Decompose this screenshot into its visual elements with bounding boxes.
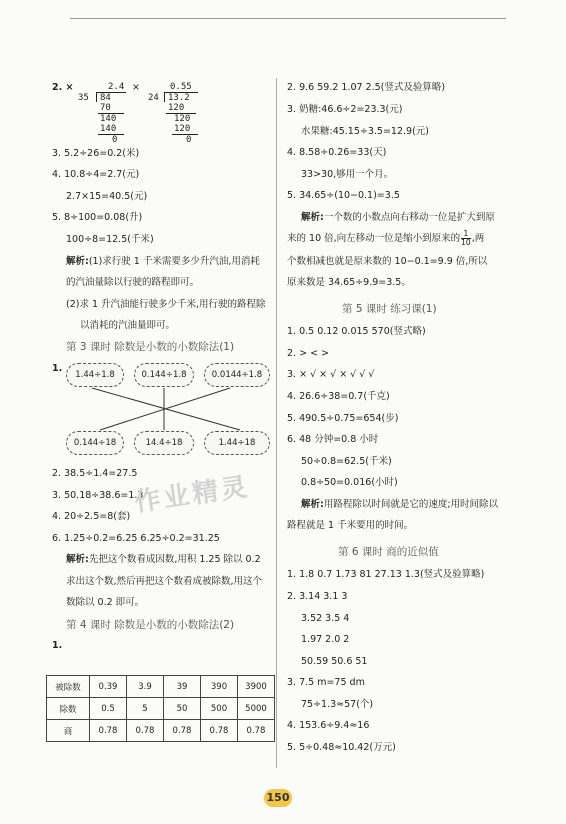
quotient: 0.55 bbox=[170, 82, 192, 92]
answer-line: 4. 8.58÷0.26=33(天) bbox=[287, 147, 387, 158]
answer-line: 100÷8=12.5(千米) bbox=[66, 234, 154, 245]
answer-line: 水果糖:45.15÷3.5=12.9(元) bbox=[301, 126, 429, 137]
column-divider bbox=[276, 78, 277, 768]
answer-line: 5. 5÷0.48≈10.42(万元) bbox=[287, 742, 396, 753]
q1-label: 1. bbox=[52, 363, 63, 374]
section-title-6: 第 6 课时 商的近似值 bbox=[338, 546, 439, 558]
divisor: 24 bbox=[148, 93, 159, 103]
watermark: 作业精灵 bbox=[132, 472, 252, 518]
answer-line: 4. 153.6÷9.4≈16 bbox=[287, 720, 370, 731]
fraction: $\frac{1}{10}$ bbox=[461, 229, 471, 247]
answer-line: 5. 8÷100=0.08(升) bbox=[52, 212, 143, 223]
step: 120 bbox=[174, 124, 191, 134]
q1-label: 1. bbox=[52, 640, 63, 651]
table-row: 除数 0.5 5 50 500 5000 bbox=[47, 698, 275, 720]
section-title-5: 第 5 课时 练习课(1) bbox=[342, 303, 437, 315]
answer-line: 3. 奶糖:46.6÷2=23.3(元) bbox=[287, 104, 403, 115]
dividend: 13.2 bbox=[168, 93, 190, 103]
answer-line: 4. 26.6÷38=0.7(千克) bbox=[287, 391, 390, 402]
answer-line: 1.97 2.0 2 bbox=[301, 634, 350, 645]
section-title-3: 第 3 课时 除数是小数的小数除法(1) bbox=[66, 341, 235, 353]
analysis: 以消耗的汽油量即可。 bbox=[80, 320, 176, 331]
quotient-table bbox=[46, 675, 275, 742]
table-row: 商 0.78 0.78 0.78 0.78 0.78 bbox=[47, 720, 275, 742]
answer-line: 2. 3.14 3.1 3 bbox=[287, 591, 348, 602]
answer-line: 6. 48 分钟=0.8 小时 bbox=[287, 434, 379, 445]
answer-line: 3. 7.5 m=75 dm bbox=[287, 677, 365, 688]
step: 140 bbox=[100, 124, 117, 134]
step: 120 bbox=[174, 114, 191, 124]
step: 140 bbox=[100, 114, 117, 124]
answer-line: 75÷1.3≈57(个) bbox=[301, 699, 374, 710]
expression-oval: 1.44÷1.8 bbox=[66, 363, 124, 387]
quotient: 2.4 bbox=[108, 82, 125, 92]
answer-line: 4. 10.8÷4=2.7(元) bbox=[52, 169, 140, 180]
answer-line: 6. 1.25÷0.2=6.25 6.25÷0.2=31.25 bbox=[52, 533, 220, 544]
analysis: 解析:先把这个数看成因数,用积 1.25 除以 0.2 bbox=[66, 554, 261, 565]
answer-line: 3. 50.18÷38.6=1.3 bbox=[52, 490, 144, 501]
expression-oval: 0.144÷18 bbox=[66, 431, 124, 455]
analysis: 解析:(1)求行驶 1 千米需要多少升汽油,用消耗 bbox=[66, 256, 260, 267]
answer-line: 2. > < > bbox=[287, 348, 330, 359]
expression-oval: 0.0144÷1.8 bbox=[204, 363, 270, 387]
page-number: 150 bbox=[264, 789, 292, 807]
answer-line: 2. 38.5÷1.4=27.5 bbox=[52, 468, 138, 479]
analysis: 个数相减也就是原来数的 10−0.1=9.9 倍,所以 bbox=[287, 256, 488, 267]
q2-cross: × bbox=[132, 82, 140, 93]
divisor: 35 bbox=[78, 93, 89, 103]
answer-line: 50÷0.8=62.5(千米) bbox=[301, 456, 392, 467]
answer-line: 2. 9.6 59.2 1.07 2.5(竖式及验算略) bbox=[287, 82, 446, 93]
answer-line: 1. 1.8 0.7 1.73 81 27.13 1.3(竖式及验算略) bbox=[287, 569, 485, 580]
expression-oval: 1.44÷18 bbox=[204, 431, 270, 455]
answer-line: 33>30,够用一个月。 bbox=[301, 169, 394, 180]
section-title-4: 第 4 课时 除数是小数的小数除法(2) bbox=[66, 619, 235, 631]
answer-line: 1. 0.5 0.12 0.015 570(竖式略) bbox=[287, 326, 426, 337]
answer-line: 5. 490.5÷0.75=654(步) bbox=[287, 413, 399, 424]
answer-line: 3.52 3.5 4 bbox=[301, 613, 350, 624]
analysis: 原来数是 34.65÷9.9=3.5。 bbox=[287, 277, 411, 288]
analysis: 解析:一个数的小数点向右移动一位是扩大到原 bbox=[301, 212, 495, 223]
step: 0 bbox=[112, 135, 118, 145]
answer-line: 3. 5.2÷26=0.2(米) bbox=[52, 148, 140, 159]
analysis: 路程就是 1 千米要用的时间。 bbox=[287, 520, 414, 531]
analysis: 数除以 0.2 即可。 bbox=[66, 597, 145, 608]
step: 120 bbox=[168, 103, 185, 113]
dividend: 84 bbox=[100, 93, 111, 103]
expression-oval: 0.144÷1.8 bbox=[134, 363, 194, 387]
analysis: 解析:用路程除以时间就是它的速度;用时间除以 bbox=[301, 499, 499, 510]
answer-line: 2.7×15=40.5(元) bbox=[66, 191, 148, 202]
table-row: 被除数 0.39 3.9 39 390 3900 bbox=[47, 676, 275, 698]
analysis: 来的 10 倍,向左移动一位是缩小到原来的 $\frac{1}{10}$,两 bbox=[287, 229, 485, 247]
analysis: (2)求 1 升汽油能行驶多少千米,用行驶的路程除 bbox=[66, 299, 266, 310]
answer-line: 50.59 50.6 51 bbox=[301, 656, 368, 667]
step: 0 bbox=[186, 135, 192, 145]
top-rule bbox=[70, 18, 506, 19]
matching-lines bbox=[60, 386, 280, 436]
answer-line: 3. × √ × √ × √ √ √ bbox=[287, 369, 375, 380]
answer-line: 4. 20÷2.5=8(套) bbox=[52, 511, 131, 522]
answer-line: 0.8÷50=0.016(小时) bbox=[301, 477, 398, 488]
q2-label: 2. × bbox=[52, 82, 74, 93]
analysis: 求出这个数,然后再把这个数看成被除数,用这个 bbox=[66, 576, 263, 587]
answer-line: 5. 34.65÷(10−0.1)=3.5 bbox=[287, 190, 400, 201]
expression-oval: 14.4÷18 bbox=[134, 431, 194, 455]
step: 70 bbox=[100, 103, 111, 113]
analysis: 的汽油量除以行驶的路程即可。 bbox=[66, 277, 200, 288]
